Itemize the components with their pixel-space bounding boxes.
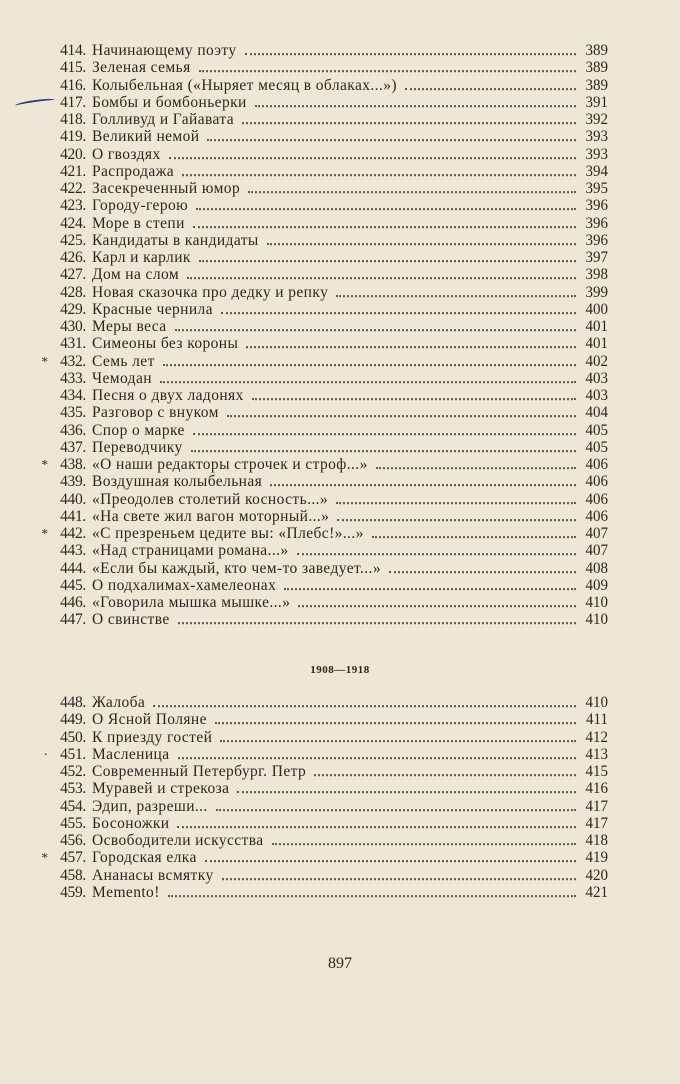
dot-leader <box>297 553 576 555</box>
entry-page: 417 <box>585 815 608 833</box>
entry-page: 398 <box>585 266 608 284</box>
entry-marker: * <box>41 353 48 369</box>
entry-marker: · <box>43 746 48 763</box>
toc-entry <box>28 745 608 763</box>
entry-title: Карл и карлик <box>92 248 191 267</box>
entry-marker: * <box>41 525 48 542</box>
entry-number: 429. <box>60 300 86 319</box>
dot-leader <box>298 605 576 607</box>
toc-entry <box>28 883 608 901</box>
toc-list-section-1 <box>28 42 608 629</box>
entry-title: О свинстве <box>92 610 170 629</box>
entry-page: 419 <box>585 849 608 867</box>
entry-page: 408 <box>585 560 608 577</box>
dot-leader <box>248 191 576 193</box>
entry-page: 416 <box>585 780 608 798</box>
entry-page: 404 <box>585 404 608 422</box>
entry-number: 415. <box>60 58 86 77</box>
entry-number: 445. <box>60 576 86 595</box>
entry-title: О гвоздях <box>92 145 161 163</box>
entry-number: 439. <box>60 472 86 491</box>
entry-page: 420 <box>585 867 608 884</box>
entry-number: 457. <box>60 848 86 867</box>
entry-number: 438. <box>60 455 86 474</box>
entry-title: «Над страницами романа...» <box>92 541 289 560</box>
entry-number: 450. <box>60 728 86 746</box>
toc-entry <box>28 832 608 850</box>
page-number: 897 <box>328 955 352 972</box>
entry-title: Семь лет <box>92 352 155 370</box>
entry-title: Жалоба <box>92 693 146 712</box>
toc-entry <box>28 42 608 60</box>
entry-page: 394 <box>585 163 608 181</box>
dot-leader <box>175 329 576 331</box>
toc-entry <box>28 728 608 746</box>
dot-leader <box>337 519 576 521</box>
dot-leader <box>245 53 576 55</box>
entry-page: 406 <box>585 491 608 508</box>
dot-leader <box>163 364 576 366</box>
dot-leader <box>196 208 576 210</box>
entry-number: 418. <box>60 110 86 129</box>
entry-title: Симеоны без короны <box>92 334 239 353</box>
entry-page: 407 <box>585 525 608 543</box>
dot-leader <box>270 484 576 486</box>
entry-number: 431. <box>60 334 86 353</box>
entry-title: «Если бы каждый, кто чем-то заведует...» <box>92 559 381 577</box>
toc-entry <box>28 111 608 129</box>
entry-title: Кандидаты в кандидаты <box>92 231 259 250</box>
entry-page: 401 <box>585 318 608 336</box>
entry-number: 419. <box>60 127 86 146</box>
entry-page: 421 <box>585 884 608 902</box>
toc-entry <box>28 780 608 798</box>
toc-entry <box>28 387 608 405</box>
dot-leader <box>405 88 576 90</box>
entry-title: Memento! <box>92 883 160 902</box>
entry-number: 448. <box>60 693 86 712</box>
entry-page: 402 <box>585 353 608 370</box>
toc-entry <box>28 404 608 422</box>
entry-marker: * <box>41 849 48 866</box>
entry-title: «Преодолев столетий косность...» <box>92 490 329 508</box>
dot-leader <box>216 809 576 811</box>
entry-page: 396 <box>585 197 608 215</box>
toc-entry <box>28 93 608 111</box>
dot-leader <box>168 895 576 897</box>
dot-leader <box>336 502 576 504</box>
entry-number: 433. <box>60 369 86 388</box>
dot-leader <box>177 826 576 828</box>
toc-entry <box>28 797 608 815</box>
entry-number: 459. <box>60 883 86 902</box>
entry-title: Спор о марке <box>92 421 185 439</box>
dot-leader <box>220 740 576 742</box>
entry-title: Переводчику <box>92 438 183 457</box>
entry-number: 451. <box>60 745 86 764</box>
dot-leader <box>267 243 576 245</box>
dot-leader <box>193 433 576 435</box>
entry-number: 430. <box>60 317 86 336</box>
entry-number: 416. <box>60 76 86 94</box>
dot-leader <box>272 843 576 845</box>
toc-entry <box>28 559 608 577</box>
entry-marker: * <box>41 456 48 473</box>
entry-title: Великий немой <box>92 127 200 146</box>
dot-leader <box>178 757 576 759</box>
toc-entry <box>28 162 608 180</box>
toc-entry <box>28 542 608 560</box>
entry-title: Бомбы и бомбоньерки <box>92 93 247 112</box>
toc-entry <box>28 576 608 594</box>
entry-number: 427. <box>60 265 86 284</box>
toc-entry <box>28 438 608 456</box>
toc-entry <box>28 145 608 163</box>
dot-leader <box>178 622 576 624</box>
entry-number: 443. <box>60 541 86 560</box>
entry-number: 447. <box>60 610 86 629</box>
toc-entry <box>28 421 608 439</box>
dot-leader <box>237 791 576 793</box>
entry-number: 455. <box>60 814 86 833</box>
entry-number: 456. <box>60 831 86 850</box>
entry-title: Современный Петербург. Петр <box>92 762 307 781</box>
dot-leader <box>191 450 576 452</box>
entry-number: 444. <box>60 559 86 577</box>
entry-page: 406 <box>585 473 608 491</box>
entry-number: 425. <box>60 231 86 250</box>
entry-number: 449. <box>60 710 86 729</box>
dot-leader <box>205 860 576 862</box>
entry-number: 452. <box>60 762 86 781</box>
toc-entry <box>28 352 608 370</box>
entry-title: О Ясной Поляне <box>92 710 207 729</box>
toc-entry <box>28 525 608 543</box>
toc-entry <box>28 594 608 612</box>
entry-page: 403 <box>585 370 608 388</box>
dot-leader <box>389 571 576 573</box>
entry-title: Масленица <box>92 745 170 764</box>
entry-number: 453. <box>60 779 86 798</box>
entry-page: 405 <box>585 422 608 439</box>
entry-title: Колыбельная («Ныряет месяц в облаках...») <box>92 76 397 94</box>
toc-entry <box>28 369 608 387</box>
dot-leader <box>199 70 576 72</box>
toc-entry <box>28 283 608 301</box>
entry-page: 399 <box>585 284 608 301</box>
entry-title: Городская елка <box>92 848 197 867</box>
entry-page: 405 <box>585 439 608 457</box>
entry-title: Голливуд и Гайавата <box>92 110 235 129</box>
dot-leader <box>242 122 576 124</box>
toc-entry <box>28 456 608 474</box>
entry-page: 389 <box>585 77 608 94</box>
toc-entry <box>28 249 608 267</box>
toc-entry <box>28 866 608 884</box>
dot-leader <box>160 381 576 383</box>
toc-list-section-2 <box>28 694 608 901</box>
entry-number: 435. <box>60 403 86 422</box>
entry-number: 424. <box>60 214 86 232</box>
dot-leader <box>227 415 576 417</box>
toc-entry <box>28 507 608 525</box>
entry-title: Эдип, разреши... <box>92 797 208 815</box>
entry-title: Меры веса <box>92 317 167 336</box>
toc-entry <box>28 814 608 832</box>
entry-page: 400 <box>585 301 608 319</box>
toc-entry <box>28 473 608 491</box>
entry-title: Море в степи <box>92 214 185 232</box>
entry-page: 403 <box>585 387 608 405</box>
entry-number: 420. <box>60 145 86 163</box>
toc-entry <box>28 694 608 712</box>
entry-page: 391 <box>585 94 608 112</box>
entry-title: «На свете жил вагон моторный...» <box>92 507 330 526</box>
entry-title: О подхалимах-хамелеонах <box>92 576 277 595</box>
entry-title: Красные чернила <box>92 300 213 319</box>
dot-leader <box>246 346 576 348</box>
entry-number: 421. <box>60 162 86 181</box>
entry-title: Разговор с внуком <box>92 403 219 422</box>
entry-number: 414. <box>60 41 86 60</box>
entry-page: 407 <box>585 542 608 560</box>
toc-entry <box>28 231 608 249</box>
entry-number: 441. <box>60 507 86 526</box>
entry-page: 412 <box>585 729 608 746</box>
toc-entry <box>28 763 608 781</box>
dot-leader <box>314 774 576 776</box>
toc-entry <box>28 180 608 198</box>
toc-entry <box>28 128 608 146</box>
entry-number: 437. <box>60 438 86 457</box>
entry-title: Распродажа <box>92 162 175 181</box>
dot-leader <box>284 588 576 590</box>
entry-title: К приезду гостей <box>92 728 213 746</box>
dot-leader <box>336 295 576 297</box>
entry-number: 432. <box>60 352 86 370</box>
entry-number: 428. <box>60 283 86 301</box>
toc-entry <box>28 611 608 629</box>
toc-entry <box>28 266 608 284</box>
entry-title: Засекреченный юмор <box>92 179 241 198</box>
entry-page: 389 <box>585 42 608 60</box>
entry-page: 411 <box>586 711 608 729</box>
dot-leader <box>255 105 576 107</box>
entry-page: 409 <box>585 577 608 595</box>
entry-page: 395 <box>585 180 608 198</box>
entry-title: Чемодан <box>92 369 152 388</box>
entry-title: Песня о двух ладонях <box>92 386 244 405</box>
toc-entry <box>28 76 608 94</box>
entry-number: 422. <box>60 179 86 198</box>
entry-number: 446. <box>60 593 86 612</box>
entry-title: Дом на слом <box>92 265 180 284</box>
entry-number: 442. <box>60 524 86 543</box>
dot-leader <box>199 260 576 262</box>
dot-leader <box>372 536 576 538</box>
toc-entry <box>28 849 608 867</box>
toc-entry <box>28 711 608 729</box>
entry-page: 417 <box>585 798 608 815</box>
entry-title: Городу-герою <box>92 196 189 215</box>
entry-number: 426. <box>60 248 86 267</box>
entry-page: 393 <box>585 146 608 163</box>
entry-number: 434. <box>60 386 86 405</box>
entry-number: 454. <box>60 797 86 815</box>
entry-title: «Говорила мышка мышке...» <box>92 593 291 612</box>
dot-leader <box>153 705 576 707</box>
entry-title: Освободители искусства <box>92 831 264 850</box>
dot-leader <box>169 157 576 159</box>
dot-leader <box>182 174 576 176</box>
entry-page: 410 <box>585 694 608 712</box>
entry-page: 410 <box>585 611 608 629</box>
entry-title: «С презреньем цедите вы: «Плебс!»...» <box>92 524 364 543</box>
entry-page: 401 <box>585 335 608 353</box>
dot-leader <box>252 398 576 400</box>
entry-page: 418 <box>585 832 608 850</box>
entry-page: 396 <box>585 232 608 250</box>
entry-number: 440. <box>60 490 86 508</box>
entry-page: 397 <box>585 249 608 267</box>
entry-number: 417. <box>60 93 86 112</box>
dot-leader <box>221 312 576 314</box>
entry-title: Ананасы всмятку <box>92 866 214 884</box>
section-heading: 1908—1918 <box>310 664 370 676</box>
toc-entry <box>28 214 608 232</box>
entry-page: 392 <box>585 111 608 129</box>
toc-entry <box>28 335 608 353</box>
entry-page: 389 <box>585 59 608 77</box>
entry-title: Зеленая семья <box>92 58 191 77</box>
toc-entry <box>28 490 608 508</box>
dot-leader <box>376 467 576 469</box>
entry-title: Муравей и стрекоза <box>92 779 230 798</box>
entry-title: Начинающему поэту <box>92 41 237 60</box>
entry-title: Босоножки <box>92 814 170 833</box>
entry-number: 436. <box>60 421 86 439</box>
entry-page: 406 <box>585 508 608 526</box>
entry-page: 415 <box>585 763 608 781</box>
toc-entry <box>28 197 608 215</box>
dot-leader <box>222 878 576 880</box>
entry-number: 458. <box>60 866 86 884</box>
entry-page: 396 <box>585 215 608 232</box>
entry-page: 393 <box>585 128 608 146</box>
toc-entry <box>28 318 608 336</box>
dot-leader <box>207 139 576 141</box>
entry-number: 423. <box>60 196 86 215</box>
entry-title: Новая сказочка про дедку и репку <box>92 283 329 301</box>
dot-leader <box>193 226 576 228</box>
toc-entry <box>28 59 608 77</box>
dot-leader <box>215 722 576 724</box>
entry-title: Воздушная колыбельная <box>92 472 263 491</box>
dot-leader <box>187 277 576 279</box>
toc-entry <box>28 300 608 318</box>
entry-page: 413 <box>585 746 608 764</box>
entry-page: 406 <box>585 456 608 474</box>
entry-page: 410 <box>585 594 608 612</box>
entry-title: «О наши редакторы строчек и строф...» <box>92 455 368 474</box>
